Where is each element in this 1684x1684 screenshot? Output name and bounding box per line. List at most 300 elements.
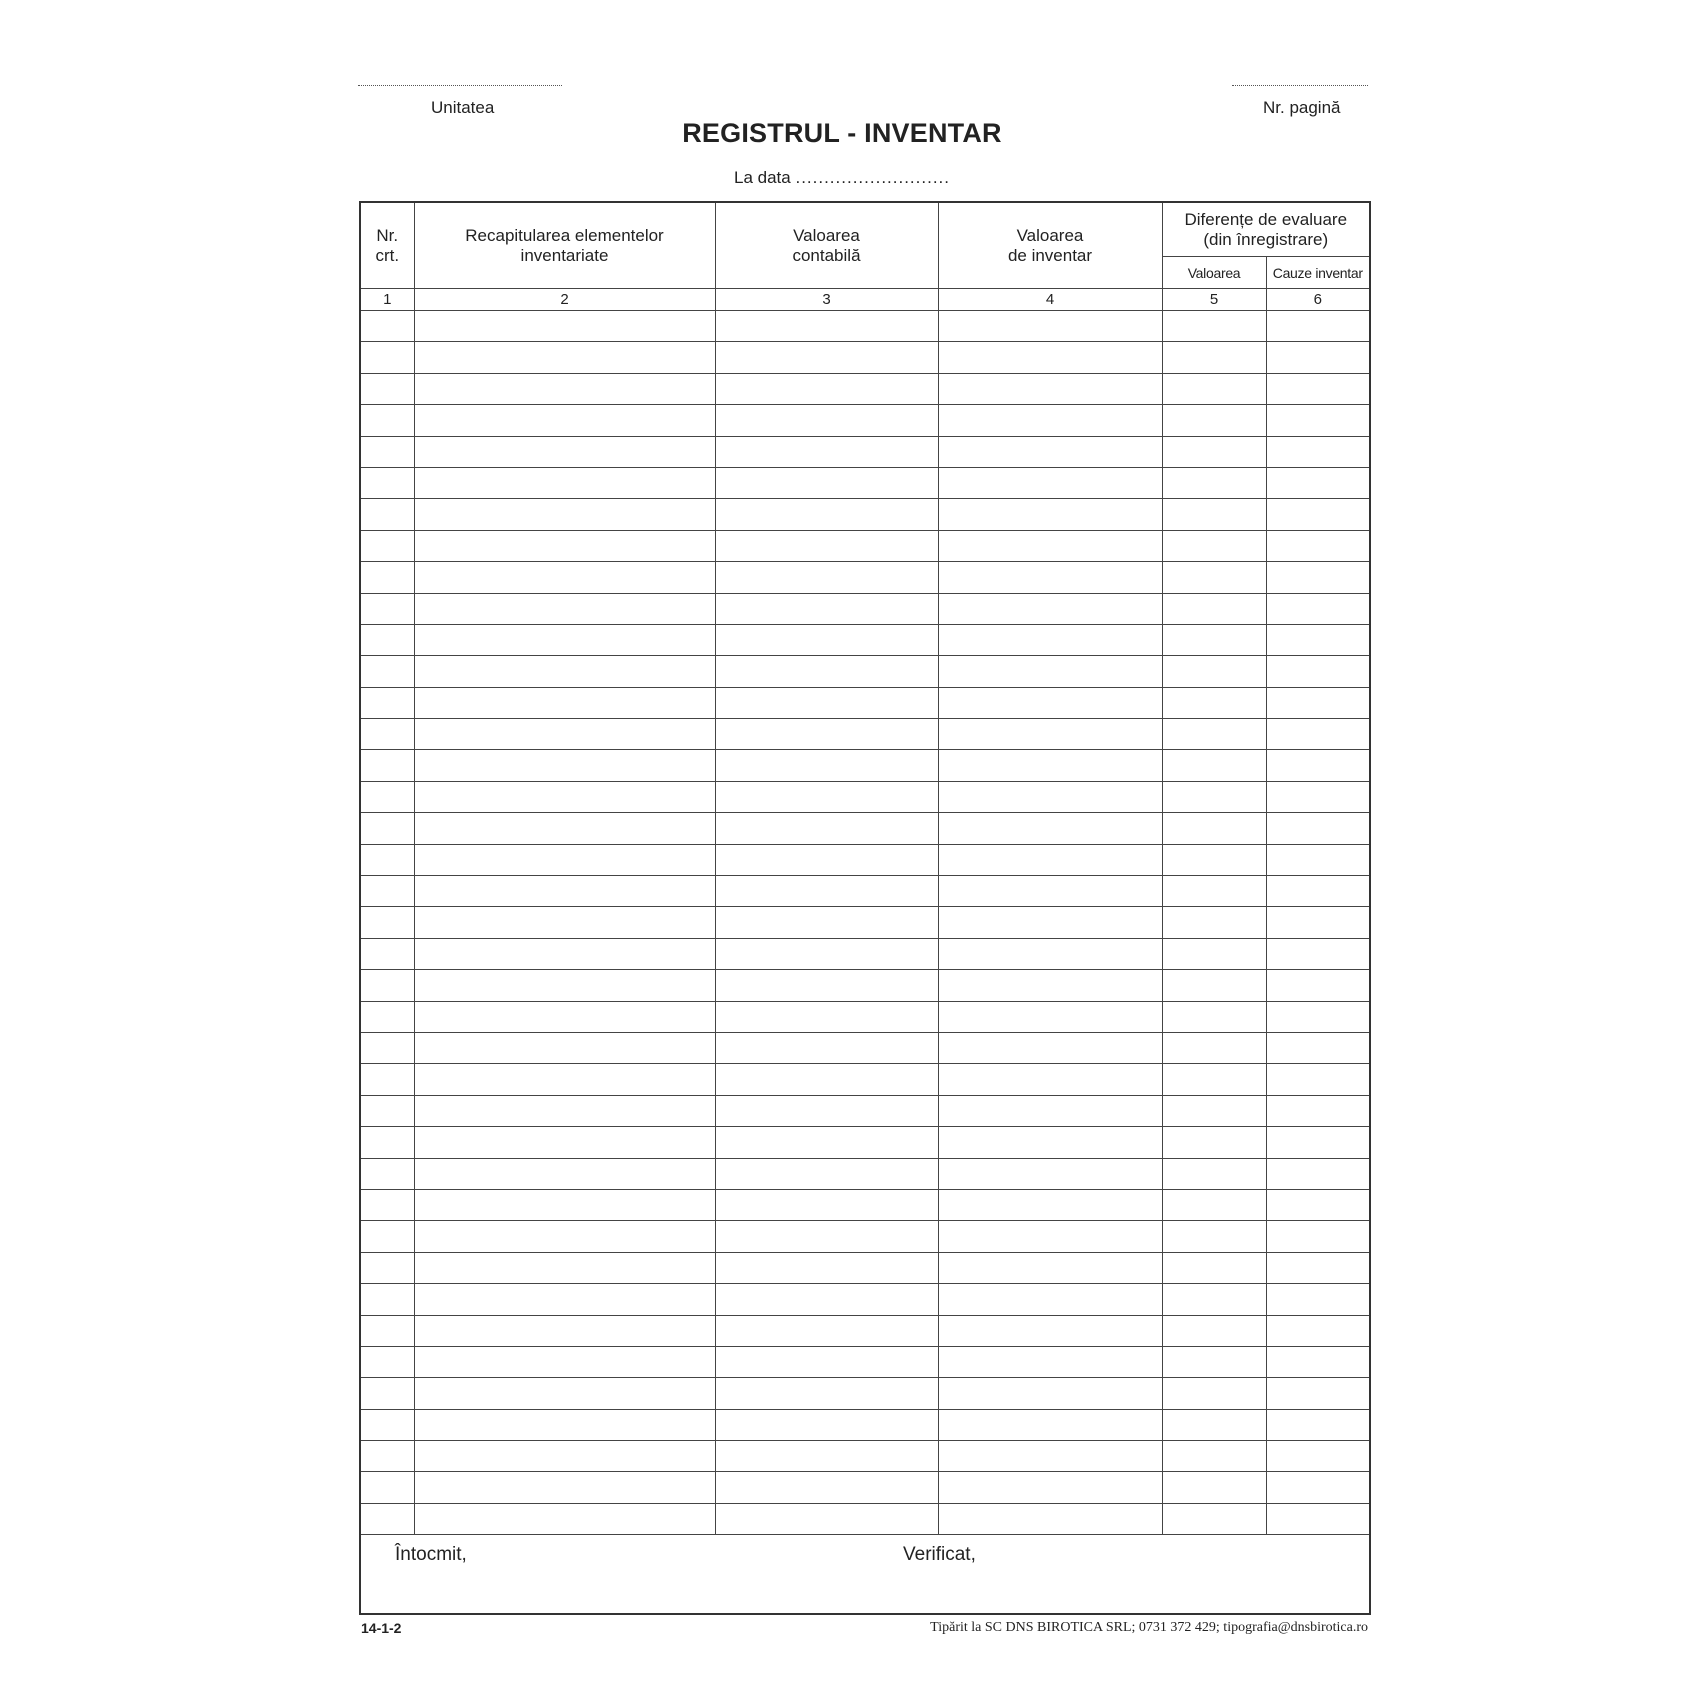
table-cell[interactable] xyxy=(938,1441,1162,1472)
table-row xyxy=(360,687,1370,718)
column-number: 2 xyxy=(414,289,715,311)
column-header-book-value xyxy=(715,202,938,289)
table-cell[interactable] xyxy=(938,1346,1162,1377)
table-row xyxy=(360,844,1370,875)
table-row xyxy=(360,1252,1370,1283)
table-cell[interactable] xyxy=(1266,1158,1370,1189)
table-row xyxy=(360,813,1370,844)
table-cell[interactable] xyxy=(715,938,938,969)
table-cell[interactable] xyxy=(1162,436,1266,467)
table-cell[interactable] xyxy=(715,1127,938,1158)
table-cell[interactable] xyxy=(938,1315,1162,1346)
table-cell[interactable] xyxy=(360,656,414,687)
table-cell[interactable] xyxy=(414,1284,715,1315)
table-cell[interactable] xyxy=(1162,1032,1266,1063)
table-cell[interactable] xyxy=(1266,1189,1370,1220)
table-cell[interactable] xyxy=(938,844,1162,875)
table-cell[interactable] xyxy=(1162,1409,1266,1440)
differences-label-2: (din înregistrare) xyxy=(1203,229,1329,249)
table-cell[interactable] xyxy=(360,1158,414,1189)
table-cell[interactable] xyxy=(1266,687,1370,718)
inventory-register-table xyxy=(359,201,1371,1615)
table-row xyxy=(360,1409,1370,1440)
table-cell[interactable] xyxy=(938,1503,1162,1534)
table-cell[interactable] xyxy=(1266,1472,1370,1503)
table-cell[interactable] xyxy=(1266,1001,1370,1032)
table-cell[interactable] xyxy=(360,876,414,907)
table-cell[interactable] xyxy=(938,1409,1162,1440)
table-cell[interactable] xyxy=(414,436,715,467)
table-cell[interactable] xyxy=(1162,1284,1266,1315)
table-cell[interactable] xyxy=(715,436,938,467)
table-cell[interactable] xyxy=(1162,938,1266,969)
table-cell[interactable] xyxy=(938,1001,1162,1032)
table-cell[interactable] xyxy=(1162,1064,1266,1095)
table-cell[interactable] xyxy=(360,405,414,436)
table-cell[interactable] xyxy=(938,530,1162,561)
table-cell[interactable] xyxy=(1266,342,1370,373)
table-cell[interactable] xyxy=(414,750,715,781)
table-cell[interactable] xyxy=(1266,467,1370,498)
table-cell[interactable] xyxy=(1162,719,1266,750)
table-cell[interactable] xyxy=(360,938,414,969)
table-row xyxy=(360,970,1370,1001)
table-cell[interactable] xyxy=(1266,1252,1370,1283)
table-row xyxy=(360,1158,1370,1189)
table-cell[interactable] xyxy=(938,719,1162,750)
table-cell[interactable] xyxy=(1162,405,1266,436)
table-cell[interactable] xyxy=(414,1252,715,1283)
table-cell[interactable] xyxy=(360,1503,414,1534)
table-cell[interactable] xyxy=(715,467,938,498)
table-cell[interactable] xyxy=(1162,970,1266,1001)
table-cell[interactable] xyxy=(414,1095,715,1126)
table-cell[interactable] xyxy=(938,1127,1162,1158)
table-cell[interactable] xyxy=(1266,1503,1370,1534)
table-cell[interactable] xyxy=(414,1064,715,1095)
table-cell[interactable] xyxy=(414,781,715,812)
table-cell[interactable] xyxy=(414,405,715,436)
table-cell[interactable] xyxy=(1266,499,1370,530)
table-row xyxy=(360,1315,1370,1346)
printer-info: Tipărit la SC DNS BIROTICA SRL; 0731 372 429; tipografia@dnsbirotica.ro xyxy=(930,1620,1368,1635)
form-code: 14-1-2 xyxy=(361,1620,402,1636)
table-row xyxy=(360,1472,1370,1503)
table-cell[interactable] xyxy=(1162,1315,1266,1346)
table-cell[interactable] xyxy=(360,1189,414,1220)
table-cell[interactable] xyxy=(414,593,715,624)
table-cell[interactable] xyxy=(715,1315,938,1346)
unit-field-line[interactable] xyxy=(358,85,562,86)
inventory-value-label-2: de inventar xyxy=(1007,245,1093,265)
table-row xyxy=(360,750,1370,781)
table-cell[interactable] xyxy=(360,499,414,530)
table-cell[interactable] xyxy=(360,1315,414,1346)
table-cell[interactable] xyxy=(360,1127,414,1158)
table-row xyxy=(360,1001,1370,1032)
table-cell[interactable] xyxy=(360,1378,414,1409)
table-cell[interactable] xyxy=(715,656,938,687)
page-number-field-line[interactable] xyxy=(1232,85,1368,86)
table-cell[interactable] xyxy=(414,499,715,530)
table-cell[interactable] xyxy=(938,938,1162,969)
table-cell[interactable] xyxy=(360,907,414,938)
table-cell[interactable] xyxy=(938,1284,1162,1315)
table-cell[interactable] xyxy=(715,970,938,1001)
table-cell[interactable] xyxy=(1162,342,1266,373)
table-cell[interactable] xyxy=(1266,1378,1370,1409)
table-cell[interactable] xyxy=(1162,876,1266,907)
table-row xyxy=(360,593,1370,624)
table-cell[interactable] xyxy=(414,813,715,844)
table-row xyxy=(360,1221,1370,1252)
table-cell[interactable] xyxy=(414,1441,715,1472)
table-cell[interactable] xyxy=(360,311,414,342)
table-cell[interactable] xyxy=(1266,1064,1370,1095)
table-cell[interactable] xyxy=(715,593,938,624)
nr-label: Nr. xyxy=(376,225,399,245)
table-cell[interactable] xyxy=(414,530,715,561)
column-header-diff-value: Valoarea xyxy=(1162,257,1266,289)
table-cell[interactable] xyxy=(1266,562,1370,593)
table-cell[interactable] xyxy=(1266,1032,1370,1063)
column-header-differences xyxy=(1162,202,1370,257)
table-cell[interactable] xyxy=(938,1189,1162,1220)
table-cell[interactable] xyxy=(1162,656,1266,687)
table-cell[interactable] xyxy=(715,1064,938,1095)
table-cell[interactable] xyxy=(715,1001,938,1032)
date-label: La data xyxy=(734,168,791,187)
table-cell[interactable] xyxy=(1162,373,1266,404)
table-cell[interactable] xyxy=(1266,719,1370,750)
table-cell[interactable] xyxy=(715,311,938,342)
table-cell[interactable] xyxy=(414,1346,715,1377)
table-cell[interactable] xyxy=(414,311,715,342)
table-cell[interactable] xyxy=(1162,1378,1266,1409)
table-cell[interactable] xyxy=(715,1189,938,1220)
date-line xyxy=(0,168,1684,188)
table-cell[interactable] xyxy=(715,1346,938,1377)
table-cell[interactable] xyxy=(1266,1409,1370,1440)
table-cell[interactable] xyxy=(938,970,1162,1001)
table-cell[interactable] xyxy=(360,373,414,404)
table-cell[interactable] xyxy=(938,1378,1162,1409)
table-cell[interactable] xyxy=(1162,1252,1266,1283)
table-cell[interactable] xyxy=(360,593,414,624)
table-body xyxy=(360,311,1370,1535)
table-cell[interactable] xyxy=(715,687,938,718)
table-cell[interactable] xyxy=(414,938,715,969)
table-cell[interactable] xyxy=(360,436,414,467)
table-cell[interactable] xyxy=(715,1158,938,1189)
table-cell[interactable] xyxy=(715,499,938,530)
column-header-nr xyxy=(360,202,414,289)
table-row xyxy=(360,311,1370,342)
table-cell[interactable] xyxy=(715,907,938,938)
signature-cell xyxy=(360,1535,1370,1615)
table-cell[interactable] xyxy=(360,1441,414,1472)
column-number: 1 xyxy=(360,289,414,311)
table-cell[interactable] xyxy=(360,1346,414,1377)
table-row xyxy=(360,467,1370,498)
table-row xyxy=(360,876,1370,907)
table-cell[interactable] xyxy=(360,530,414,561)
table-cell[interactable] xyxy=(938,687,1162,718)
table-cell[interactable] xyxy=(360,1409,414,1440)
table-cell[interactable] xyxy=(715,1032,938,1063)
column-number: 3 xyxy=(715,289,938,311)
table-cell[interactable] xyxy=(360,1032,414,1063)
table-cell[interactable] xyxy=(715,844,938,875)
table-row xyxy=(360,907,1370,938)
table-cell[interactable] xyxy=(1162,907,1266,938)
table-cell[interactable] xyxy=(360,970,414,1001)
recap-label: Recapitularea elementelor xyxy=(465,225,664,245)
table-cell[interactable] xyxy=(414,656,715,687)
table-cell[interactable] xyxy=(1266,750,1370,781)
table-cell[interactable] xyxy=(360,562,414,593)
table-cell[interactable] xyxy=(938,405,1162,436)
table-row xyxy=(360,1503,1370,1534)
table-cell[interactable] xyxy=(360,687,414,718)
recap-label-2: inventariate xyxy=(520,245,609,265)
table-row xyxy=(360,719,1370,750)
table-cell[interactable] xyxy=(414,373,715,404)
table-cell[interactable] xyxy=(360,844,414,875)
table-cell[interactable] xyxy=(414,876,715,907)
table-cell[interactable] xyxy=(414,1189,715,1220)
table-cell[interactable] xyxy=(360,1284,414,1315)
table-cell[interactable] xyxy=(414,1378,715,1409)
table-cell[interactable] xyxy=(938,750,1162,781)
table-cell[interactable] xyxy=(414,970,715,1001)
table-cell[interactable] xyxy=(360,750,414,781)
table-cell[interactable] xyxy=(938,311,1162,342)
page-number-label: Nr. pagină xyxy=(1263,98,1341,117)
table-cell[interactable] xyxy=(1266,530,1370,561)
table-cell[interactable] xyxy=(1162,1095,1266,1126)
table-cell[interactable] xyxy=(715,373,938,404)
table-cell[interactable] xyxy=(414,907,715,938)
table-cell[interactable] xyxy=(1266,813,1370,844)
table-cell[interactable] xyxy=(715,530,938,561)
column-header-recap xyxy=(414,202,715,289)
table-cell[interactable] xyxy=(715,1378,938,1409)
table-cell[interactable] xyxy=(938,624,1162,655)
table-cell[interactable] xyxy=(1162,750,1266,781)
table-cell[interactable] xyxy=(414,1032,715,1063)
table-cell[interactable] xyxy=(715,813,938,844)
table-cell[interactable] xyxy=(360,467,414,498)
table-cell[interactable] xyxy=(360,1095,414,1126)
table-cell[interactable] xyxy=(1162,1346,1266,1377)
table-cell[interactable] xyxy=(1266,1315,1370,1346)
table-cell[interactable] xyxy=(1266,1127,1370,1158)
table-cell[interactable] xyxy=(1162,1441,1266,1472)
table-cell[interactable] xyxy=(715,1095,938,1126)
page-title: REGISTRUL - INVENTAR xyxy=(682,118,1002,148)
table-cell[interactable] xyxy=(1162,1001,1266,1032)
table-row xyxy=(360,373,1370,404)
table-cell[interactable] xyxy=(360,342,414,373)
verified-by-label: Verificat, xyxy=(903,1544,976,1566)
table-cell[interactable] xyxy=(715,1221,938,1252)
table-cell[interactable] xyxy=(938,562,1162,593)
table-cell[interactable] xyxy=(414,1315,715,1346)
table-cell[interactable] xyxy=(1266,1221,1370,1252)
table-cell[interactable] xyxy=(715,781,938,812)
table-cell[interactable] xyxy=(360,624,414,655)
table-cell[interactable] xyxy=(1266,844,1370,875)
table-cell[interactable] xyxy=(414,1472,715,1503)
table-cell[interactable] xyxy=(715,1284,938,1315)
column-header-causes: Cauze inventar xyxy=(1266,257,1370,289)
table-row xyxy=(360,1378,1370,1409)
table-cell[interactable] xyxy=(414,467,715,498)
table-cell[interactable] xyxy=(1266,1346,1370,1377)
table-cell[interactable] xyxy=(1162,813,1266,844)
table-cell[interactable] xyxy=(1162,1221,1266,1252)
table-cell[interactable] xyxy=(715,719,938,750)
column-header-inventory-value xyxy=(938,202,1162,289)
table-cell[interactable] xyxy=(1266,907,1370,938)
table-cell[interactable] xyxy=(938,907,1162,938)
table-cell[interactable] xyxy=(1162,844,1266,875)
table-cell[interactable] xyxy=(1266,405,1370,436)
table-cell[interactable] xyxy=(1266,1441,1370,1472)
table-cell[interactable] xyxy=(1162,311,1266,342)
table-cell[interactable] xyxy=(938,876,1162,907)
table-cell[interactable] xyxy=(1266,624,1370,655)
inventory-value-label: Valoarea xyxy=(1016,225,1084,245)
table-cell[interactable] xyxy=(1266,311,1370,342)
table-cell[interactable] xyxy=(1162,467,1266,498)
table-cell[interactable] xyxy=(360,1221,414,1252)
table-cell[interactable] xyxy=(938,436,1162,467)
table-cell[interactable] xyxy=(360,1064,414,1095)
table-cell[interactable] xyxy=(360,1001,414,1032)
table-cell[interactable] xyxy=(1266,1284,1370,1315)
table-cell[interactable] xyxy=(1266,781,1370,812)
table-cell[interactable] xyxy=(715,405,938,436)
table-cell[interactable] xyxy=(1266,1095,1370,1126)
table-cell[interactable] xyxy=(1266,876,1370,907)
table-row xyxy=(360,1189,1370,1220)
table-row xyxy=(360,938,1370,969)
table-cell[interactable] xyxy=(414,562,715,593)
table-cell[interactable] xyxy=(360,1252,414,1283)
table-cell[interactable] xyxy=(414,624,715,655)
table-cell[interactable] xyxy=(715,876,938,907)
table-cell[interactable] xyxy=(1266,593,1370,624)
table-cell[interactable] xyxy=(1162,1189,1266,1220)
table-cell[interactable] xyxy=(414,1158,715,1189)
table-row xyxy=(360,342,1370,373)
table-cell[interactable] xyxy=(938,499,1162,530)
table-cell[interactable] xyxy=(414,687,715,718)
column-number: 4 xyxy=(938,289,1162,311)
table-cell[interactable] xyxy=(414,1001,715,1032)
table-cell[interactable] xyxy=(1266,436,1370,467)
prepared-by-label: Întocmit, xyxy=(395,1544,467,1566)
table-cell[interactable] xyxy=(715,1409,938,1440)
table-cell[interactable] xyxy=(938,593,1162,624)
table-cell[interactable] xyxy=(1162,499,1266,530)
table-cell[interactable] xyxy=(938,781,1162,812)
table-cell[interactable] xyxy=(938,1221,1162,1252)
table-cell[interactable] xyxy=(938,1095,1162,1126)
table-row xyxy=(360,781,1370,812)
unit-label: Unitatea xyxy=(431,98,495,117)
table-cell[interactable] xyxy=(938,1158,1162,1189)
table-cell[interactable] xyxy=(1266,970,1370,1001)
table-cell[interactable] xyxy=(715,750,938,781)
table-cell[interactable] xyxy=(360,781,414,812)
table-cell[interactable] xyxy=(715,562,938,593)
table-row xyxy=(360,530,1370,561)
table-cell[interactable] xyxy=(938,467,1162,498)
table-cell[interactable] xyxy=(1162,624,1266,655)
table-cell[interactable] xyxy=(1162,562,1266,593)
table-cell[interactable] xyxy=(414,1409,715,1440)
table-cell[interactable] xyxy=(715,1472,938,1503)
table-cell[interactable] xyxy=(414,1221,715,1252)
table-row xyxy=(360,1064,1370,1095)
table-cell[interactable] xyxy=(715,624,938,655)
table-cell[interactable] xyxy=(360,1472,414,1503)
table-cell[interactable] xyxy=(1162,1158,1266,1189)
table-cell[interactable] xyxy=(938,813,1162,844)
table-cell[interactable] xyxy=(1266,656,1370,687)
table-cell[interactable] xyxy=(414,342,715,373)
table-cell[interactable] xyxy=(715,1441,938,1472)
date-field[interactable]: ........................... xyxy=(795,168,950,187)
table-cell[interactable] xyxy=(1162,530,1266,561)
table-cell[interactable] xyxy=(938,1252,1162,1283)
table-cell[interactable] xyxy=(1162,781,1266,812)
table-row xyxy=(360,436,1370,467)
table-cell[interactable] xyxy=(1162,1472,1266,1503)
table-cell[interactable] xyxy=(1162,1127,1266,1158)
table-cell[interactable] xyxy=(715,1252,938,1283)
table-cell[interactable] xyxy=(938,1472,1162,1503)
table-cell[interactable] xyxy=(414,1127,715,1158)
table-cell[interactable] xyxy=(715,342,938,373)
book-value-label: Valoarea xyxy=(793,225,860,245)
table-cell[interactable] xyxy=(1162,593,1266,624)
table-cell[interactable] xyxy=(1162,687,1266,718)
table-row xyxy=(360,1284,1370,1315)
table-cell[interactable] xyxy=(414,719,715,750)
table-row xyxy=(360,1346,1370,1377)
table-cell[interactable] xyxy=(360,719,414,750)
table-cell[interactable] xyxy=(414,1503,715,1534)
table-cell[interactable] xyxy=(938,1032,1162,1063)
table-cell[interactable] xyxy=(938,342,1162,373)
table-cell[interactable] xyxy=(938,373,1162,404)
table-cell[interactable] xyxy=(1162,1503,1266,1534)
table-row xyxy=(360,656,1370,687)
table-cell[interactable] xyxy=(360,813,414,844)
table-cell[interactable] xyxy=(1266,373,1370,404)
table-cell[interactable] xyxy=(715,1503,938,1534)
table-row xyxy=(360,562,1370,593)
table-cell[interactable] xyxy=(938,1064,1162,1095)
table-cell[interactable] xyxy=(414,844,715,875)
table-row xyxy=(360,405,1370,436)
table-cell[interactable] xyxy=(938,656,1162,687)
table-cell[interactable] xyxy=(1266,938,1370,969)
